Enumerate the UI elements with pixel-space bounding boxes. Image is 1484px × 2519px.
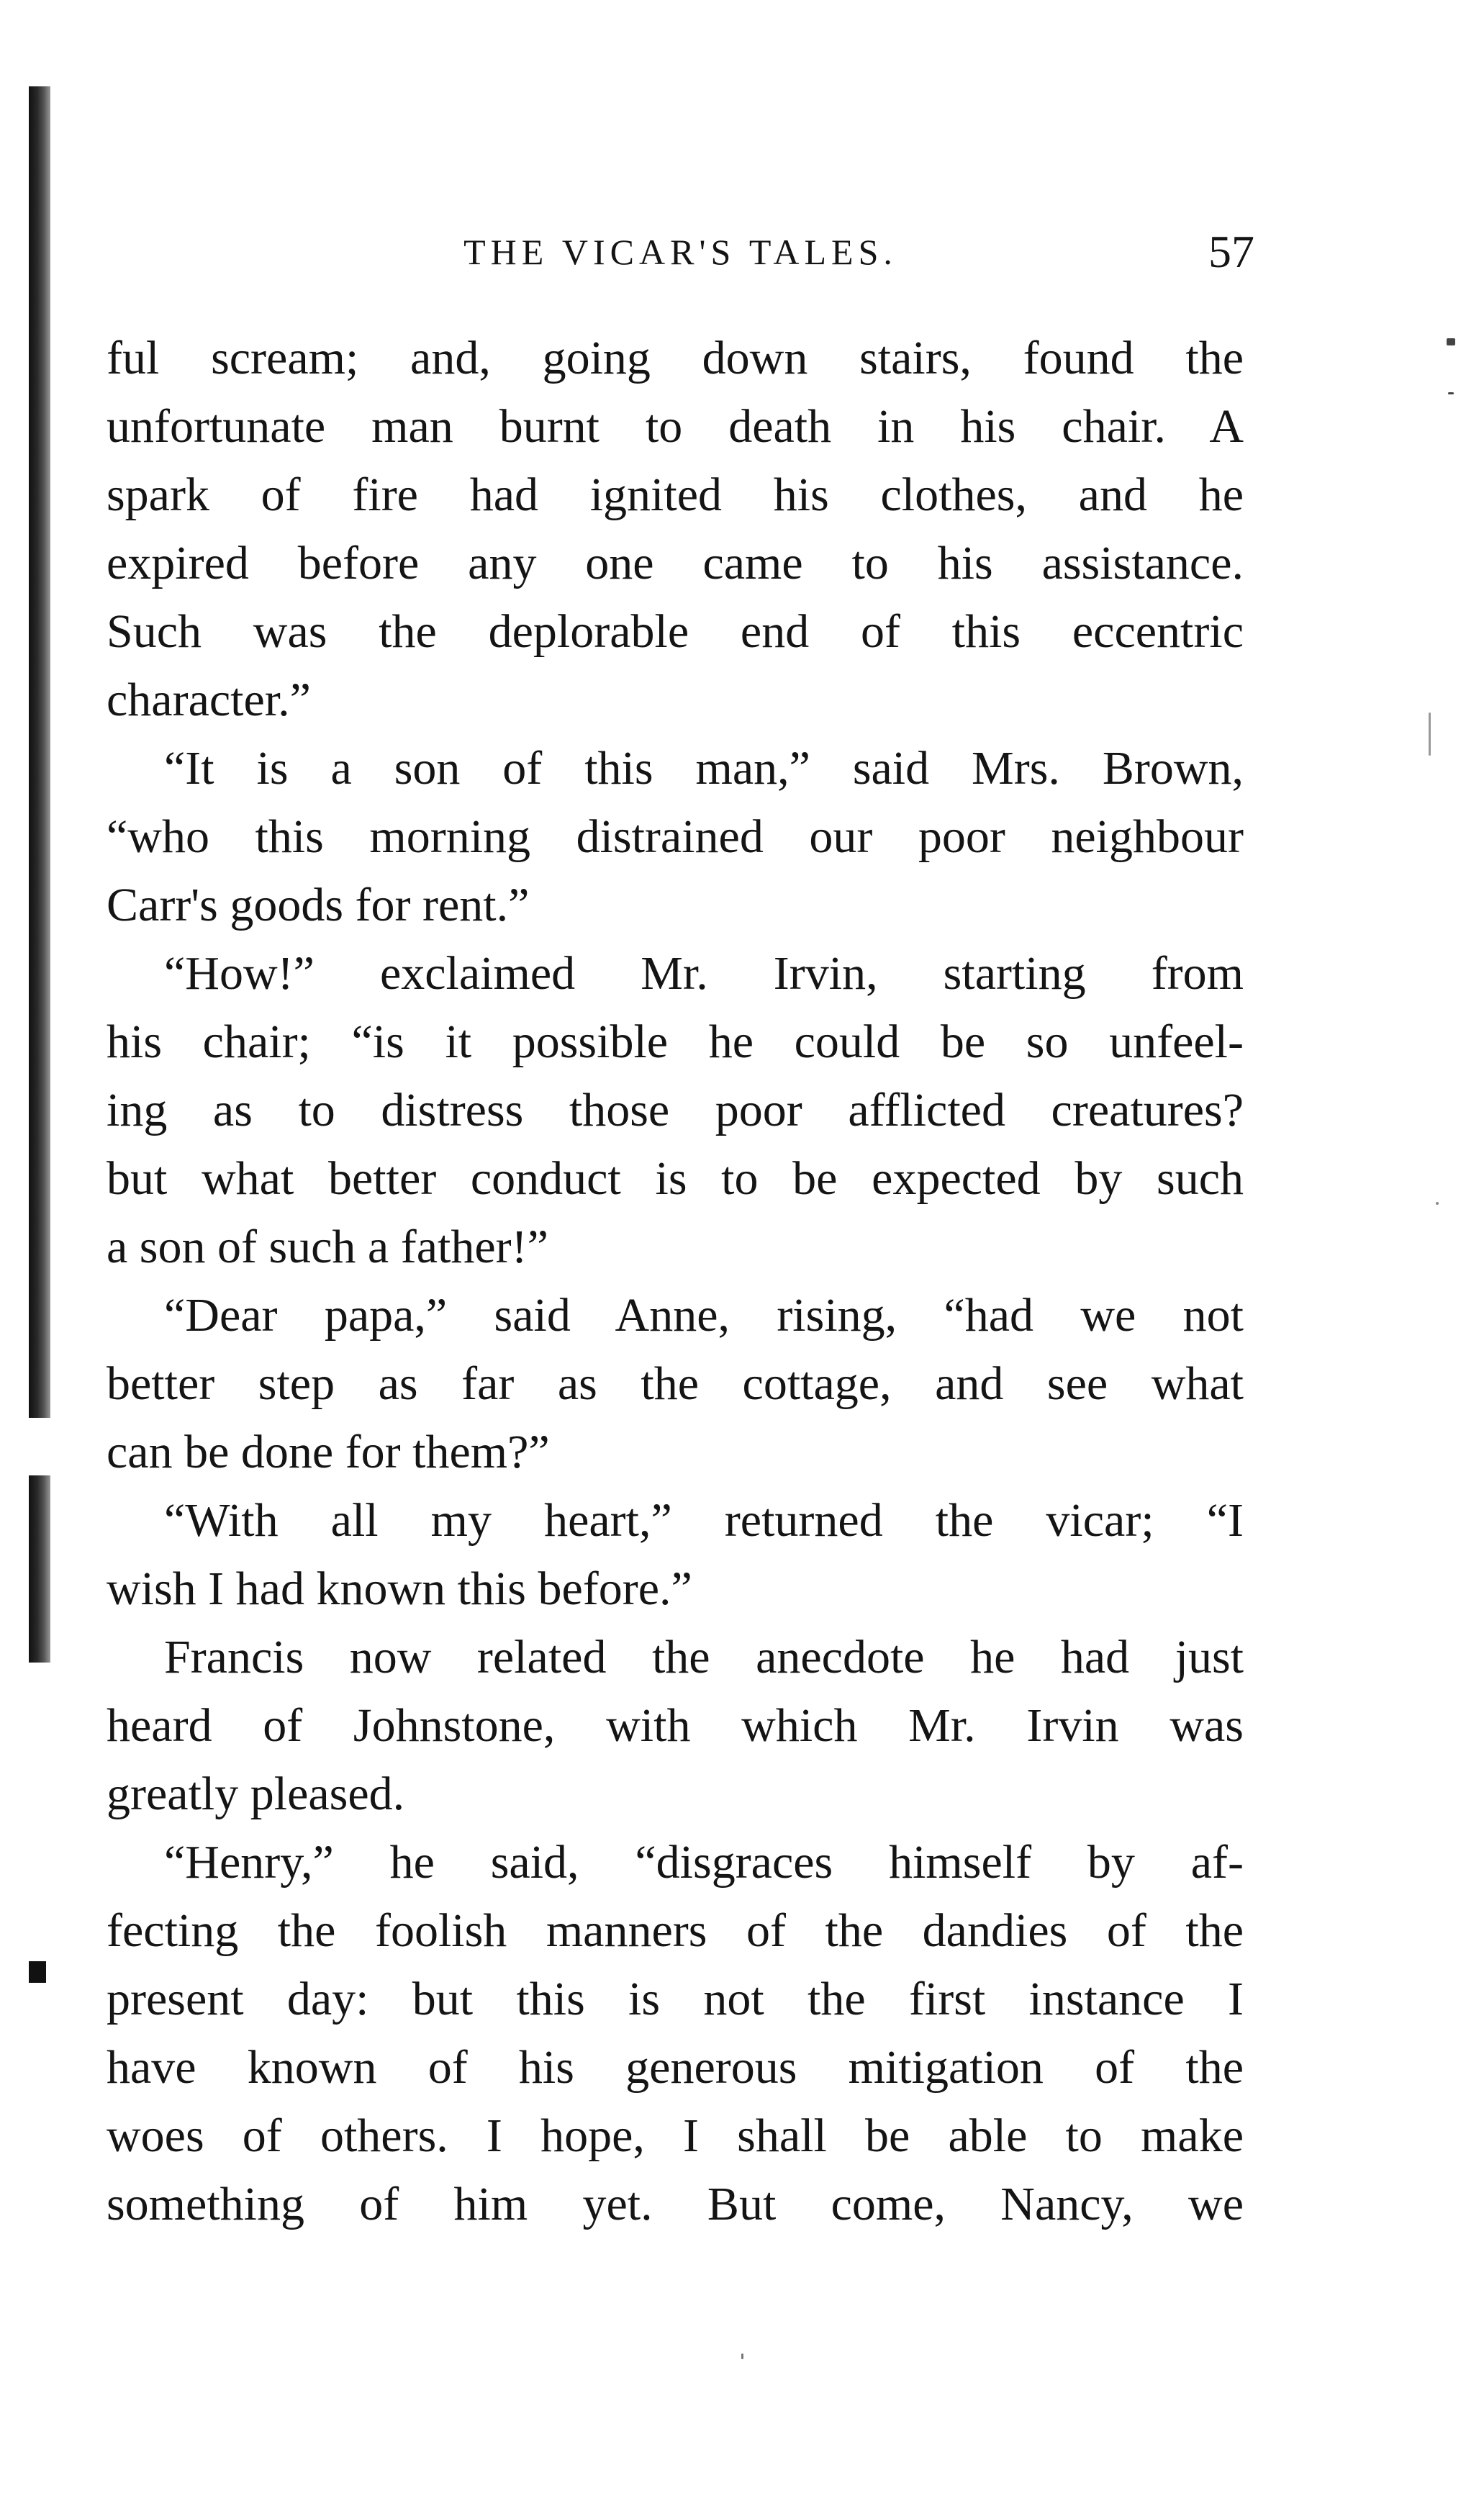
text-line: can be done for them?” — [107, 1426, 550, 1478]
text-line: Francis now related the anecdote he had just — [164, 1631, 1244, 1683]
text-line: greatly pleased. — [107, 1768, 405, 1820]
scan-speck — [1448, 392, 1454, 394]
text-line: “who this morning distrained our poor neighbour — [107, 810, 1244, 863]
running-head — [107, 223, 1254, 281]
text-line: something of him yet. But come, Nancy, we — [107, 2178, 1244, 2230]
text-line: but what better conduct is to be expected by such — [107, 1152, 1244, 1205]
text-line: Carr's goods for rent.” — [107, 879, 530, 931]
body-text — [107, 324, 1244, 2238]
text-line: wish I had known this before.” — [107, 1562, 692, 1615]
binding-edge — [29, 86, 50, 1418]
page-number: 57 — [1208, 226, 1254, 277]
binding-edge-lower — [29, 1475, 50, 1663]
scan-speck — [741, 2353, 743, 2359]
text-line: expired before any one came to his assistance. — [107, 537, 1244, 589]
text-line: woes of others. I hope, I shall be able to make — [107, 2109, 1244, 2162]
text-line: ing as to distress those poor afflicted creatures? — [107, 1084, 1244, 1136]
text-line: have known of his generous mitigation of the — [107, 2041, 1244, 2094]
text-line: present day: but this is not the first instance I — [107, 1973, 1244, 2025]
text-line: heard of Johnstone, with which Mr. Irvin was — [107, 1699, 1244, 1752]
scan-speck — [1447, 338, 1455, 345]
scan-speck — [1429, 713, 1431, 756]
text-line: a son of such a father!” — [107, 1221, 548, 1273]
text-line: “With all my heart,” returned the vicar; “I — [164, 1494, 1244, 1547]
text-line: his chair; “is it possible he could be so unfeel- — [107, 1016, 1244, 1068]
text-line: character.” — [107, 674, 311, 726]
binding-mark — [29, 1961, 46, 1983]
text-line: “Henry,” he said, “disgraces himself by af- — [164, 1836, 1244, 1889]
text-line: unfortunate man burnt to death in his chair. A — [107, 400, 1244, 453]
text-line: Such was the deplorable end of this eccentric — [107, 605, 1244, 658]
scan-speck — [1436, 1202, 1439, 1205]
running-title: THE VICAR'S TALES. — [463, 232, 897, 272]
text-line: “Dear papa,” said Anne, rising, “had we not — [164, 1289, 1244, 1342]
text-line: spark of fire had ignited his clothes, and he — [107, 469, 1244, 521]
text-line: better step as far as the cottage, and see what — [107, 1357, 1244, 1410]
text-line: “It is a son of this man,” said Mrs. Brown, — [164, 742, 1244, 795]
text-line: ful scream; and, going down stairs, found the — [107, 332, 1244, 384]
text-line: “How!” exclaimed Mr. Irvin, starting from — [164, 947, 1244, 1000]
text-line: fecting the foolish manners of the dandies of the — [107, 1904, 1244, 1957]
